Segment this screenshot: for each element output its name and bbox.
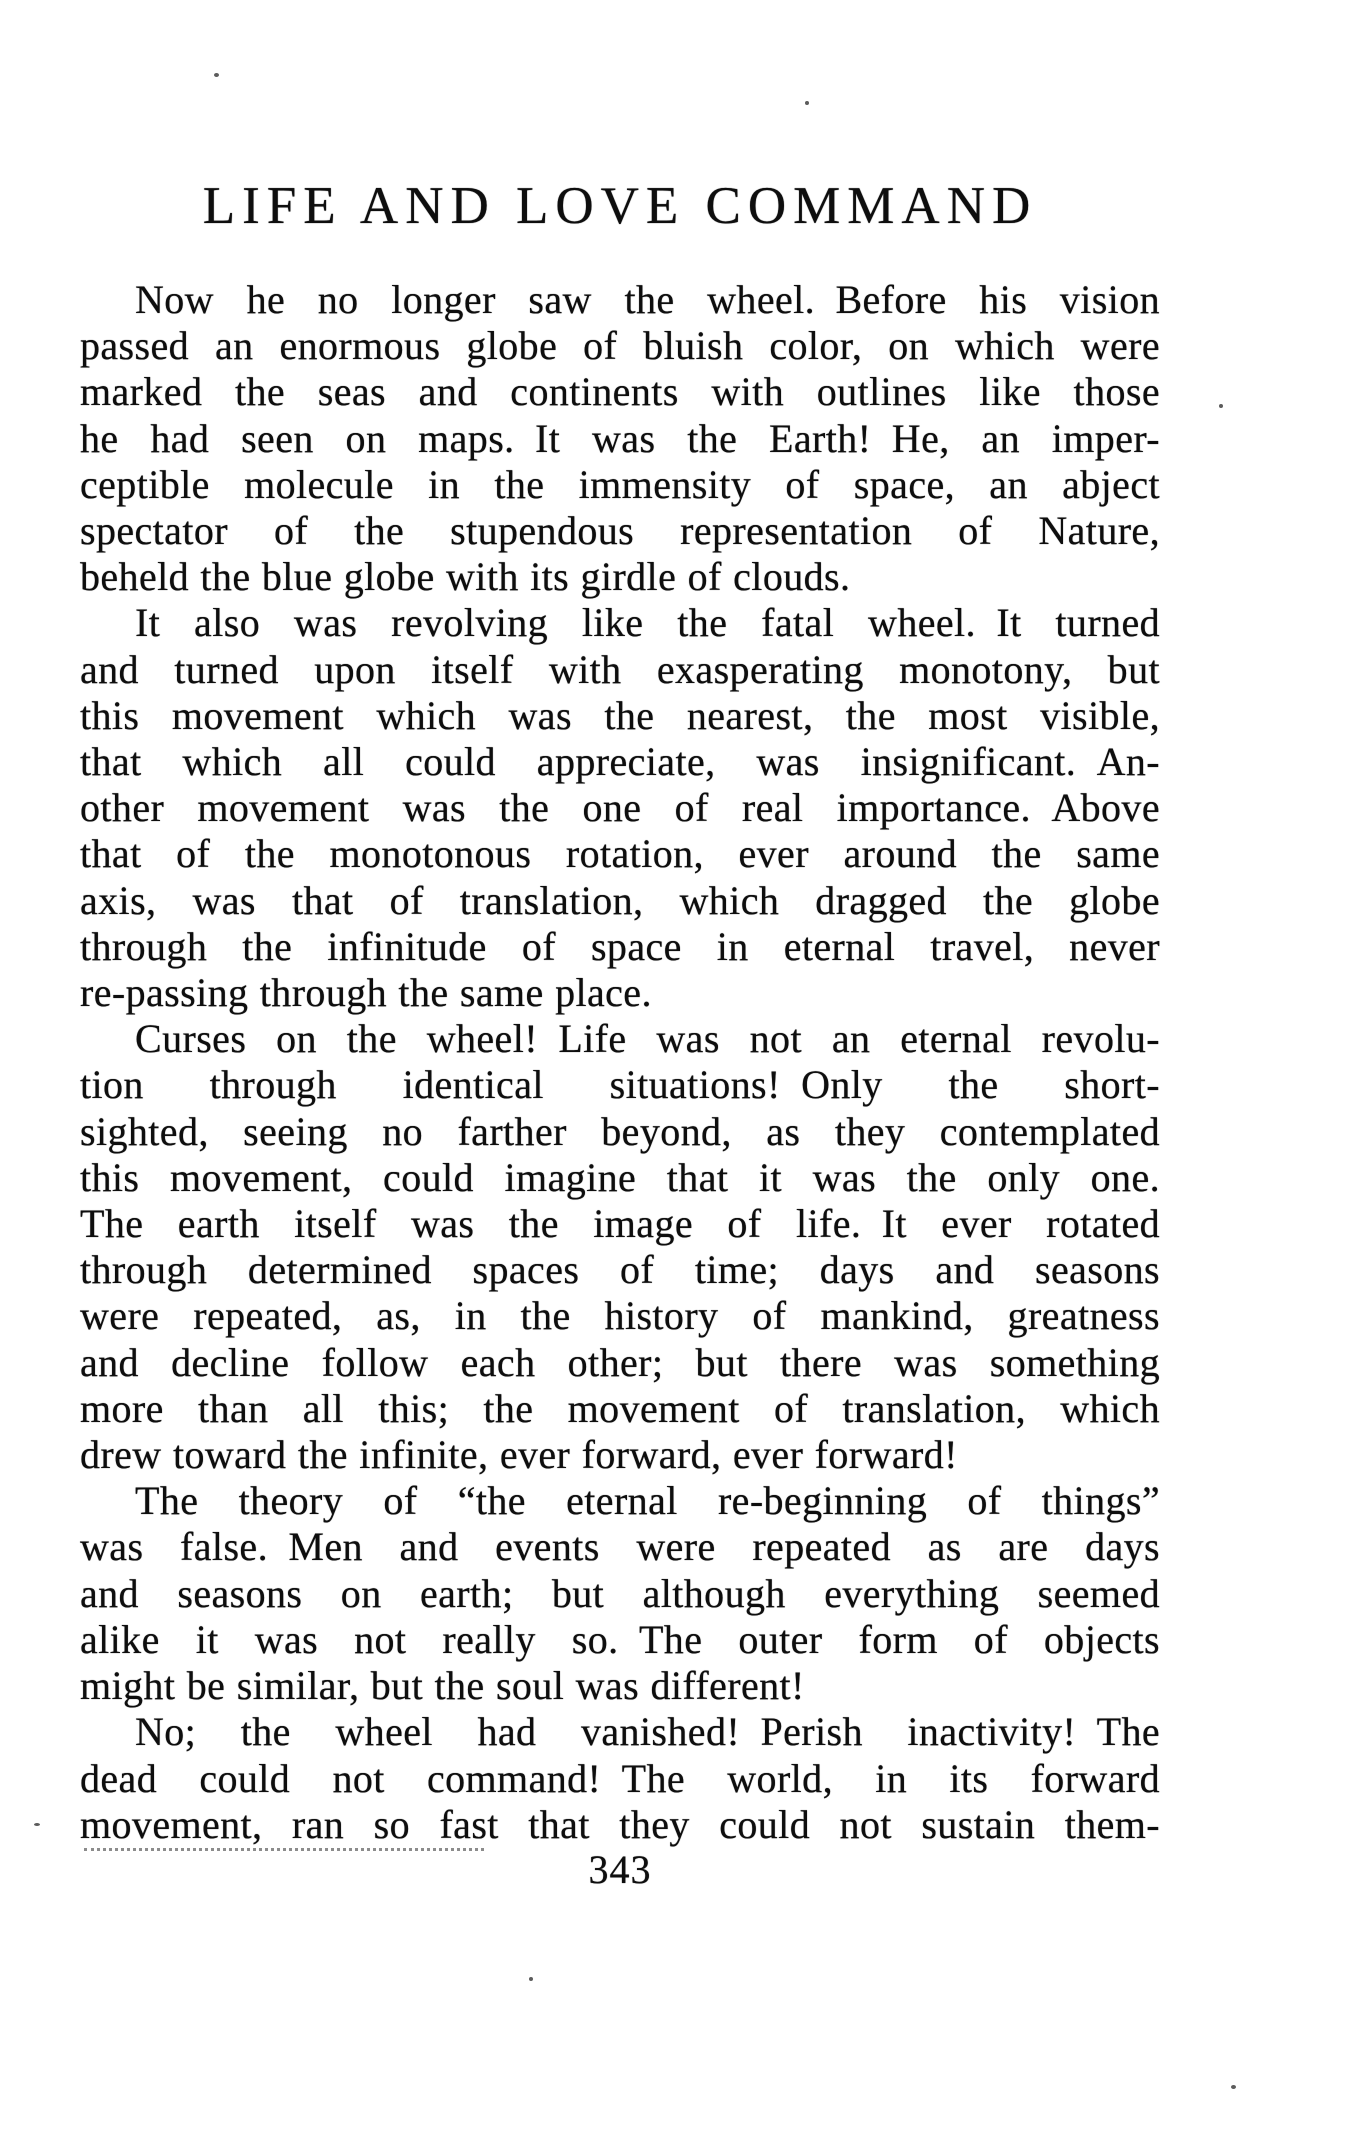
text-line: dead could not command! The world, in its forward (80, 1755, 1160, 1801)
text-line: that of the monotonous rotation, ever around the same (80, 831, 1160, 877)
text-line: re-passing through the same place. (80, 970, 652, 1016)
paragraph-2 (80, 600, 1160, 1016)
text-line: movement, ran so fast that they could not sustain them- (80, 1801, 1160, 1847)
text-line: he had seen on maps. It was the Earth! He, an imper- (80, 415, 1160, 461)
scan-smudge-artifact (84, 1824, 484, 1851)
text-line: this movement which was the nearest, the most visible, (80, 692, 1160, 738)
text-line: was false. Men and events were repeated as are days (80, 1524, 1160, 1570)
scan-speck (529, 1977, 533, 1981)
text-line: and decline follow each other; but there was something (80, 1339, 1160, 1385)
page-number: 343 (588, 1847, 652, 1892)
scan-speck (1219, 404, 1223, 408)
text-line: No; the wheel had vanished! Perish inactivity! The (135, 1709, 1160, 1755)
text-line: and seasons on earth; but although everything seemed (80, 1570, 1160, 1616)
text-line: more than all this; the movement of translation, which (80, 1385, 1160, 1431)
text-line: alike it was not really so. The outer form of objects (80, 1616, 1160, 1662)
scan-speck (805, 101, 809, 105)
text-line: this movement, could imagine that it was the only one. (80, 1154, 1160, 1200)
text-line: The earth itself was the image of life. It ever rotated (80, 1201, 1160, 1247)
text-line: marked the seas and continents with outlines like those (80, 369, 1160, 415)
text-line: sighted, seeing no farther beyond, as they contemplated (80, 1108, 1160, 1154)
text-line: passed an enormous globe of bluish color, on which were (80, 323, 1160, 369)
text-line: axis, was that of translation, which dragged the globe (80, 877, 1160, 923)
text-line: Now he no longer saw the wheel. Before his vision (135, 277, 1160, 322)
scan-speck (214, 73, 219, 77)
text-line: ceptible molecule in the immensity of space, an abject (80, 461, 1160, 507)
text-line: beheld the blue globe with its girdle of clouds. (80, 554, 851, 600)
text-line: The theory of “the eternal re-beginning of things” (135, 1478, 1160, 1524)
paragraph-1 (80, 277, 1160, 600)
paragraph-3 (80, 1016, 1160, 1478)
text-line: through the infinitude of space in eternal travel, never (80, 923, 1160, 969)
page-body (80, 277, 1160, 1848)
text-line: that which all could appreciate, was insignificant. An- (80, 739, 1160, 785)
text-line: through determined spaces of time; days and seasons (80, 1247, 1160, 1293)
scan-speck (1231, 2085, 1236, 2089)
text-line: and turned upon itself with exasperating monotony, but (80, 646, 1160, 692)
text-line: spectator of the stupendous representation of Nature, (80, 508, 1160, 554)
paragraph-4 (80, 1478, 1160, 1709)
text-line: tion through identical situations! Only the short- (80, 1062, 1160, 1108)
text-line: were repeated, as, in the history of mankind, greatness (80, 1293, 1160, 1339)
text-line: other movement was the one of real importance. Above (80, 785, 1160, 831)
text-line: Curses on the wheel! Life was not an eternal revolu- (135, 1016, 1160, 1062)
chapter-title: LIFE AND LOVE COMMAND (202, 177, 1038, 235)
text-line: might be similar, but the soul was different! (80, 1663, 805, 1709)
text-line: It also was revolving like the fatal wheel. It turned (135, 600, 1160, 646)
scan-speck (34, 1823, 40, 1826)
text-line: drew toward the infinite, ever forward, ever forward! (80, 1432, 958, 1478)
